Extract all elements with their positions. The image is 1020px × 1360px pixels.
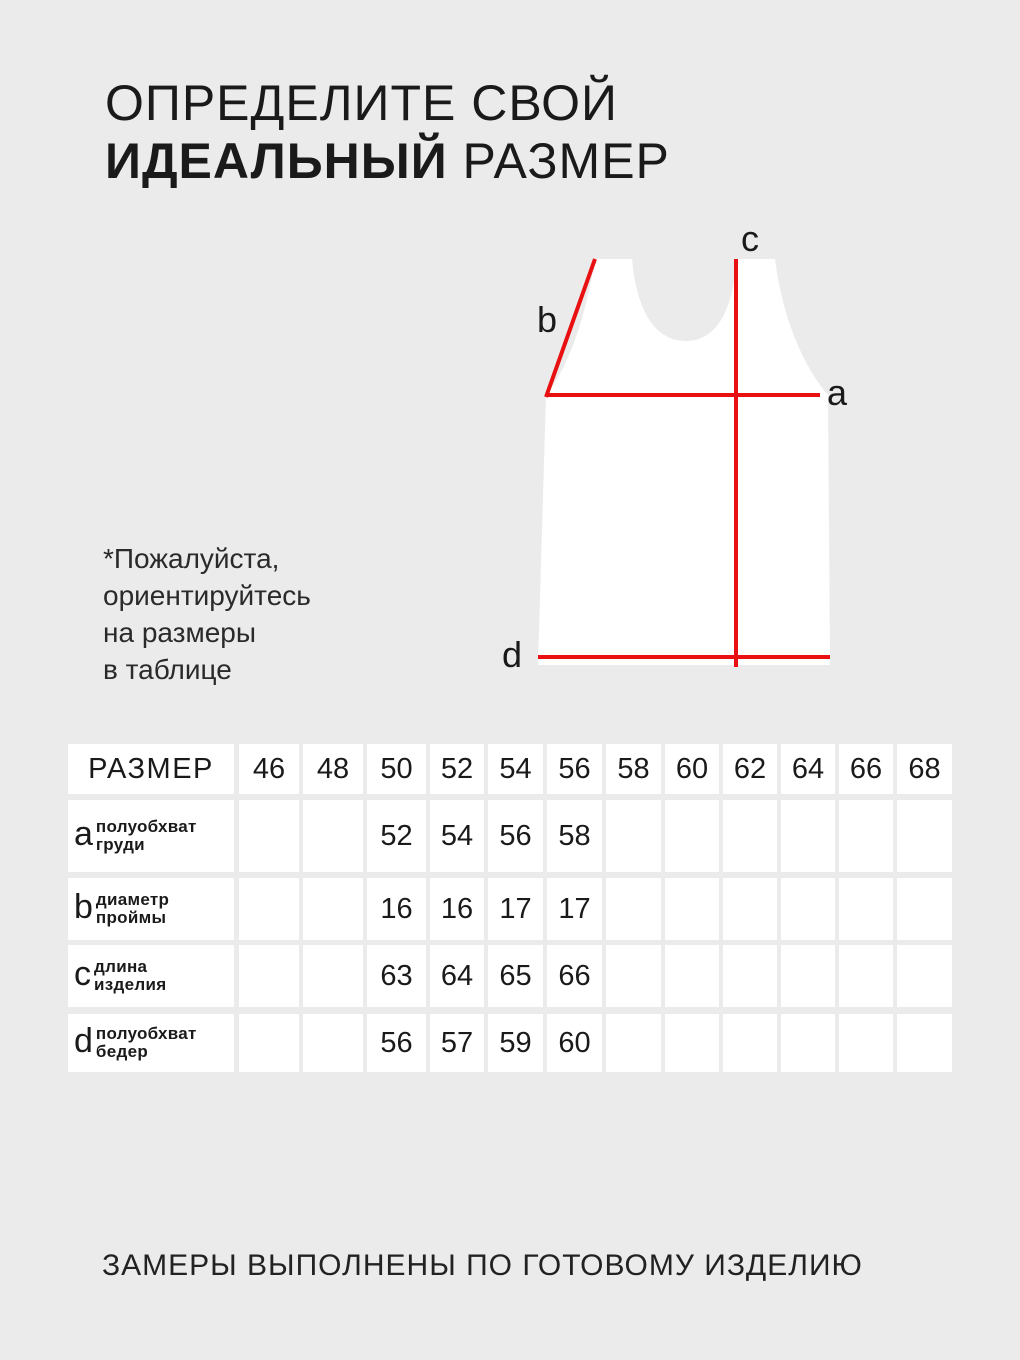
footer-note: ЗАМЕРЫ ВЫПОЛНЕНЫ ПО ГОТОВОМУ ИЗДЕЛИЮ <box>102 1249 863 1282</box>
size-header-cell: 60 <box>665 744 719 794</box>
measurement-value-cell: 58 <box>547 800 602 872</box>
measurement-description <box>96 818 197 854</box>
tank-top-svg <box>490 215 870 685</box>
measurement-label <box>68 1014 234 1072</box>
measurement-value-cell <box>239 800 299 872</box>
measurement-value-cell: 66 <box>547 945 602 1007</box>
size-header-cell: 64 <box>781 744 835 794</box>
note-line-4: в таблице <box>103 654 232 685</box>
measurement-value-cell <box>606 800 661 872</box>
note-line-1: *Пожалуйста, <box>103 543 280 574</box>
measurement-value-cell <box>665 878 719 940</box>
measurement-value-cell: 59 <box>488 1014 543 1072</box>
measurement-value-cell <box>839 1014 893 1072</box>
table-header-row <box>68 744 953 794</box>
measurement-value-cell <box>606 878 661 940</box>
measurement-description-line-2: бедер <box>95 1042 149 1061</box>
diagram-label-d: d <box>502 634 523 675</box>
measurement-value-cell: 52 <box>367 800 426 872</box>
measurement-value-cell <box>723 878 777 940</box>
title-rest: РАЗМЕР <box>447 133 670 189</box>
measurement-description-line-2: изделия <box>94 975 167 994</box>
measurement-value-cell: 60 <box>547 1014 602 1072</box>
size-header-cell: 66 <box>839 744 893 794</box>
measurement-value-cell <box>839 945 893 1007</box>
measurement-value-cell: 57 <box>430 1014 484 1072</box>
measurement-description-line-1: полуобхват <box>95 1024 197 1043</box>
measurement-value-cell <box>723 1014 777 1072</box>
table-row <box>68 945 953 1007</box>
diagram-label-c: c <box>741 218 759 259</box>
measurement-value-cell: 16 <box>367 878 426 940</box>
note-line-3: на размеры <box>103 617 257 648</box>
measurement-description <box>94 958 166 994</box>
measurement-value-cell <box>781 1014 835 1072</box>
size-header-cell: 50 <box>367 744 426 794</box>
measurement-value-cell <box>303 945 363 1007</box>
measurement-value-cell <box>897 800 952 872</box>
measurement-description-line-1: диаметр <box>95 890 170 909</box>
measurement-value-cell <box>665 945 719 1007</box>
measurement-value-cell <box>723 800 777 872</box>
measurement-value-cell <box>723 945 777 1007</box>
measurement-value-cell <box>239 945 299 1007</box>
measurement-value-cell: 17 <box>547 878 602 940</box>
tank-top-diagram <box>490 215 870 685</box>
size-header-cell: 62 <box>723 744 777 794</box>
size-header-cell: 48 <box>303 744 363 794</box>
measurement-label <box>68 878 234 940</box>
measurement-value-cell <box>781 800 835 872</box>
measurement-value-cell <box>665 800 719 872</box>
page-title <box>105 74 670 190</box>
measurement-letter: a <box>74 815 93 853</box>
diagram-label-a: a <box>827 372 848 413</box>
measurement-description-line-2: проймы <box>95 908 167 927</box>
size-header-cell: 68 <box>897 744 952 794</box>
size-header-cell: 58 <box>606 744 661 794</box>
diagram-label-b: b <box>537 299 558 340</box>
size-header-cell: 46 <box>239 744 299 794</box>
measurement-value-cell <box>665 1014 719 1072</box>
title-line-2 <box>105 132 670 190</box>
tank-top-shape <box>538 259 830 665</box>
measurement-value-cell <box>781 878 835 940</box>
measurement-letter: d <box>74 1022 93 1060</box>
measurement-value-cell <box>303 800 363 872</box>
measurement-label <box>68 800 234 872</box>
measurement-value-cell: 65 <box>488 945 543 1007</box>
measurement-description-line-1: полуобхват <box>95 817 197 836</box>
title-bold-word: ИДЕАЛЬНЫЙ <box>105 133 448 189</box>
measurement-description-line-2: груди <box>95 835 145 854</box>
table-row <box>68 1014 953 1072</box>
measurement-value-cell <box>839 800 893 872</box>
measurement-value-cell: 56 <box>488 800 543 872</box>
measurement-description-line-1: длина <box>94 957 148 976</box>
measurement-value-cell <box>606 1014 661 1072</box>
measurement-description <box>96 1025 197 1061</box>
measurement-value-cell <box>839 878 893 940</box>
note-line-2: ориентируйтесь <box>103 580 311 611</box>
size-header-cell: 54 <box>488 744 543 794</box>
size-header-cell: 56 <box>547 744 602 794</box>
measurement-description <box>96 891 169 927</box>
measurement-value-cell <box>897 1014 952 1072</box>
measurement-value-cell <box>239 1014 299 1072</box>
measurement-value-cell: 64 <box>430 945 484 1007</box>
measurement-value-cell: 63 <box>367 945 426 1007</box>
measurement-letter: c <box>74 955 91 993</box>
size-header-cell: 52 <box>430 744 484 794</box>
table-row <box>68 800 953 872</box>
measurement-label <box>68 945 234 1007</box>
measurement-value-cell <box>303 878 363 940</box>
measurement-value-cell <box>606 945 661 1007</box>
measurement-value-cell: 56 <box>367 1014 426 1072</box>
measurement-value-cell <box>897 878 952 940</box>
measurement-letter: b <box>74 888 93 926</box>
measurement-value-cell <box>239 878 299 940</box>
measurement-value-cell <box>781 945 835 1007</box>
measurement-value-cell <box>303 1014 363 1072</box>
table-row <box>68 878 953 940</box>
table-header-label: РАЗМЕР <box>68 744 234 794</box>
measurement-value-cell: 17 <box>488 878 543 940</box>
measurement-value-cell <box>897 945 952 1007</box>
measurement-value-cell: 16 <box>430 878 484 940</box>
title-line-1: ОПРЕДЕЛИТЕ СВОЙ <box>105 75 618 131</box>
size-note <box>103 540 311 688</box>
measurement-value-cell: 54 <box>430 800 484 872</box>
